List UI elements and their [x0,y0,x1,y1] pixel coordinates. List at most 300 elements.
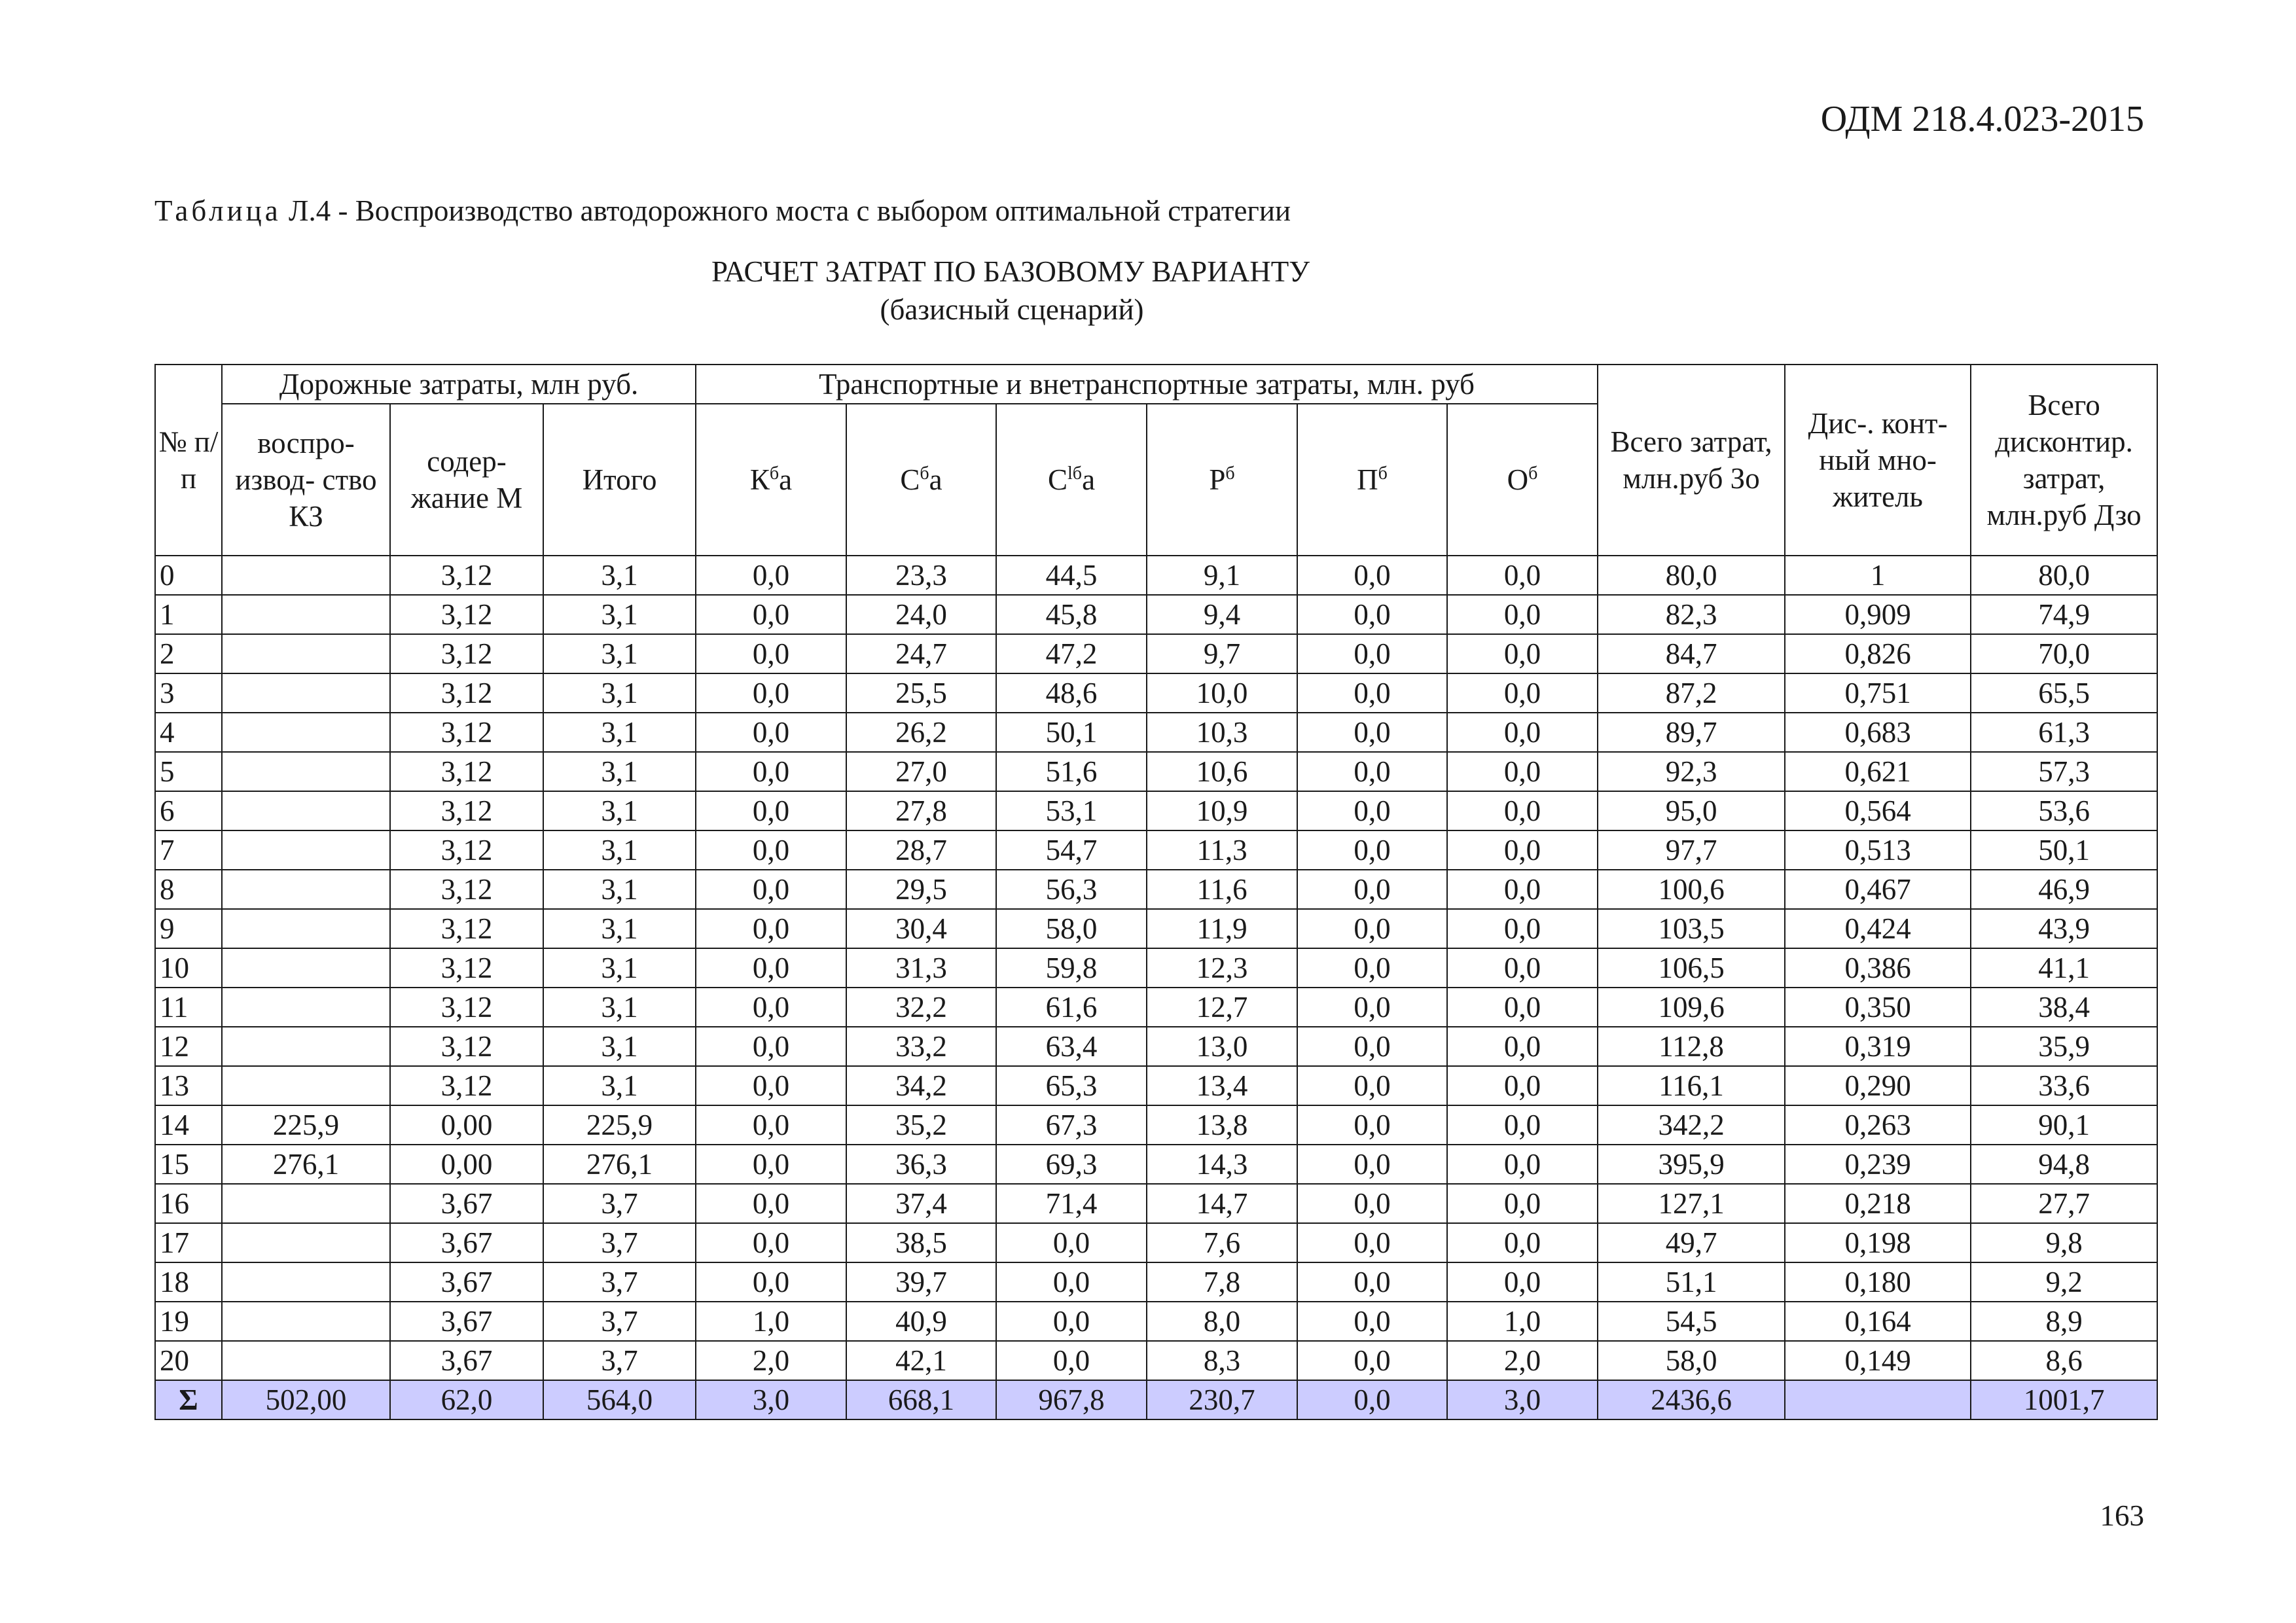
cell-o: 0,0 [1447,673,1598,713]
cell-o: 0,0 [1447,1066,1598,1105]
cell-m: 3,67 [390,1184,543,1223]
cell-m: 3,12 [390,1027,543,1066]
cell-p: 0,0 [1297,830,1447,870]
cell-cl: 67,3 [996,1105,1147,1145]
cell-kz [222,556,390,595]
cell-k: 1,0 [696,1302,846,1341]
cell-no: 15 [155,1145,222,1184]
cell-o: 0,0 [1447,870,1598,909]
cell-disc: 0,621 [1785,752,1971,791]
cell-k: 0,0 [696,673,846,713]
sum-kz: 502,00 [222,1380,390,1419]
header-discounted-total: Всего дисконтир. затрат, млн.руб Дзо [1971,365,2157,556]
cell-cl: 45,8 [996,595,1147,634]
sum-dtotal: 1001,7 [1971,1380,2157,1419]
cell-itogo: 3,7 [543,1302,696,1341]
cell-disc: 0,513 [1785,830,1971,870]
cell-r: 13,8 [1147,1105,1297,1145]
cell-k: 0,0 [696,1145,846,1184]
table-row [155,673,2157,713]
table-row [155,870,2157,909]
cell-kz [222,1302,390,1341]
cell-k: 0,0 [696,713,846,752]
cell-cl: 0,0 [996,1341,1147,1380]
cell-k: 0,0 [696,830,846,870]
cell-kz [222,909,390,948]
cell-kz [222,1066,390,1105]
cell-k: 2,0 [696,1341,846,1380]
cell-c: 32,2 [846,988,996,1027]
cell-m: 3,12 [390,752,543,791]
table-row [155,830,2157,870]
cell-p: 0,0 [1297,634,1447,673]
cell-kz [222,634,390,673]
cell-o: 0,0 [1447,595,1598,634]
header-discount: Дис-. конт- ный мно- житель [1785,365,1971,556]
cell-cl: 56,3 [996,870,1147,909]
cell-disc: 0,149 [1785,1341,1971,1380]
cell-c: 27,8 [846,791,996,830]
cell-m: 3,12 [390,595,543,634]
cell-disc: 0,319 [1785,1027,1971,1066]
cell-c: 31,3 [846,948,996,988]
cell-disc: 0,826 [1785,634,1971,673]
cell-c: 35,2 [846,1105,996,1145]
cell-cl: 58,0 [996,909,1147,948]
cell-m: 0,00 [390,1145,543,1184]
cell-c: 33,2 [846,1027,996,1066]
cell-r: 14,7 [1147,1184,1297,1223]
cell-c: 37,4 [846,1184,996,1223]
cell-o: 0,0 [1447,1145,1598,1184]
cell-cl: 51,6 [996,752,1147,791]
cell-kz [222,1027,390,1066]
cell-no: 3 [155,673,222,713]
cell-o: 2,0 [1447,1341,1598,1380]
cell-c: 34,2 [846,1066,996,1105]
cell-disc: 0,683 [1785,713,1971,752]
cell-k: 0,0 [696,791,846,830]
cell-r: 14,3 [1147,1145,1297,1184]
cell-r: 13,4 [1147,1066,1297,1105]
cell-c: 24,0 [846,595,996,634]
cell-total: 342,2 [1598,1105,1785,1145]
cell-m: 3,12 [390,1066,543,1105]
cell-itogo: 3,1 [543,870,696,909]
cell-c: 27,0 [846,752,996,791]
header-c: $С^ба$ [846,404,996,556]
table-title: РАСЧЕТ ЗАТРАТ ПО БАЗОВОМУ ВАРИАНТУ [711,255,1310,288]
sum-r: 230,7 [1147,1380,1297,1419]
sum-cl: 967,8 [996,1380,1147,1419]
cell-k: 0,0 [696,948,846,988]
cell-dtotal: 74,9 [1971,595,2157,634]
cell-r: 10,9 [1147,791,1297,830]
cell-o: 0,0 [1447,1223,1598,1262]
cell-kz [222,830,390,870]
cell-dtotal: 57,3 [1971,752,2157,791]
cell-dtotal: 61,3 [1971,713,2157,752]
cell-disc: 0,909 [1785,595,1971,634]
cell-r: 13,0 [1147,1027,1297,1066]
cell-m: 3,12 [390,948,543,988]
cell-m: 3,12 [390,870,543,909]
header-road-costs: Дорожные затраты, млн руб. [222,365,696,404]
cell-dtotal: 8,6 [1971,1341,2157,1380]
cell-c: 42,1 [846,1341,996,1380]
cell-no: 0 [155,556,222,595]
table-caption [154,194,1291,228]
cell-itogo: 225,9 [543,1105,696,1145]
sum-c: 668,1 [846,1380,996,1419]
cell-c: 26,2 [846,713,996,752]
cell-k: 0,0 [696,634,846,673]
cell-r: 8,0 [1147,1302,1297,1341]
cell-itogo: 3,1 [543,713,696,752]
header-o: $О^б$ [1447,404,1598,556]
cell-c: 29,5 [846,870,996,909]
cell-k: 0,0 [696,1184,846,1223]
page-number: 163 [2100,1499,2144,1532]
cell-c: 25,5 [846,673,996,713]
cell-c: 24,7 [846,634,996,673]
cell-p: 0,0 [1297,1184,1447,1223]
sum-p: 0,0 [1297,1380,1447,1419]
cell-cl: 48,6 [996,673,1147,713]
cell-disc: 0,164 [1785,1302,1971,1341]
table-row [155,988,2157,1027]
cell-no: 2 [155,634,222,673]
table-row [155,752,2157,791]
cell-kz [222,1184,390,1223]
header-itogo: Итого [543,404,696,556]
cell-o: 0,0 [1447,791,1598,830]
cell-k: 0,0 [696,1066,846,1105]
cell-no: 20 [155,1341,222,1380]
cell-p: 0,0 [1297,948,1447,988]
cell-k: 0,0 [696,595,846,634]
table-row [155,791,2157,830]
cell-itogo: 3,1 [543,556,696,595]
cell-itogo: 3,1 [543,1027,696,1066]
table-row [155,595,2157,634]
cell-cl: 50,1 [996,713,1147,752]
cell-itogo: 3,7 [543,1262,696,1302]
cell-itogo: 3,1 [543,1066,696,1105]
cell-cl: 47,2 [996,634,1147,673]
cell-no: 16 [155,1184,222,1223]
cell-k: 0,0 [696,1223,846,1262]
cell-o: 0,0 [1447,988,1598,1027]
cell-total: 51,1 [1598,1262,1785,1302]
cell-itogo: 3,7 [543,1223,696,1262]
cell-total: 109,6 [1598,988,1785,1027]
table-row [155,1302,2157,1341]
cell-r: 9,1 [1147,556,1297,595]
cell-o: 0,0 [1447,909,1598,948]
header-total: Всего затрат, млн.руб Зо [1598,365,1785,556]
cell-p: 0,0 [1297,1223,1447,1262]
cell-o: 1,0 [1447,1302,1598,1341]
cell-c: 39,7 [846,1262,996,1302]
cell-kz [222,1341,390,1380]
cell-no: 5 [155,752,222,791]
cell-no: 13 [155,1066,222,1105]
cell-total: 89,7 [1598,713,1785,752]
table-caption-word: Таблица [154,194,281,227]
header-transport-costs: Транспортные и внетранспортные затраты, млн. руб [696,365,1598,404]
cell-dtotal: 94,8 [1971,1145,2157,1184]
header-kz: воспро- извод- ство КЗ [222,404,390,556]
cell-no: 18 [155,1262,222,1302]
header-k: $К^ба$ [696,404,846,556]
table-row [155,713,2157,752]
cell-m: 3,12 [390,830,543,870]
cell-dtotal: 27,7 [1971,1184,2157,1223]
cell-c: 30,4 [846,909,996,948]
table-row [155,1184,2157,1223]
cell-r: 11,6 [1147,870,1297,909]
cell-no: 19 [155,1302,222,1341]
cell-disc: 0,424 [1785,909,1971,948]
cell-r: 7,8 [1147,1262,1297,1302]
table-row [155,1341,2157,1380]
cell-o: 0,0 [1447,1184,1598,1223]
cell-m: 3,67 [390,1341,543,1380]
cell-total: 58,0 [1598,1341,1785,1380]
cell-kz [222,870,390,909]
cell-k: 0,0 [696,1105,846,1145]
cell-cl: 65,3 [996,1066,1147,1105]
cell-total: 103,5 [1598,909,1785,948]
cell-p: 0,0 [1297,1341,1447,1380]
cell-o: 0,0 [1447,713,1598,752]
cell-r: 10,6 [1147,752,1297,791]
cell-total: 92,3 [1598,752,1785,791]
table-subtitle: (базисный сценарий) [880,293,1144,326]
cell-total: 80,0 [1598,556,1785,595]
cell-p: 0,0 [1297,1262,1447,1302]
cell-o: 0,0 [1447,948,1598,988]
cell-disc: 0,350 [1785,988,1971,1027]
cell-disc: 0,564 [1785,791,1971,830]
header-m: содер- жание М [390,404,543,556]
cell-p: 0,0 [1297,1066,1447,1105]
cell-dtotal: 80,0 [1971,556,2157,595]
cell-p: 0,0 [1297,595,1447,634]
cell-dtotal: 8,9 [1971,1302,2157,1341]
cell-p: 0,0 [1297,1027,1447,1066]
cell-p: 0,0 [1297,556,1447,595]
cell-kz [222,1223,390,1262]
cell-m: 3,12 [390,791,543,830]
cell-m: 3,12 [390,673,543,713]
cell-total: 127,1 [1598,1184,1785,1223]
cell-dtotal: 53,6 [1971,791,2157,830]
cell-disc: 0,467 [1785,870,1971,909]
cell-no: 8 [155,870,222,909]
cell-no: 4 [155,713,222,752]
cell-kz [222,752,390,791]
cell-k: 0,0 [696,870,846,909]
cell-kz: 225,9 [222,1105,390,1145]
cell-cl: 63,4 [996,1027,1147,1066]
cell-dtotal: 9,2 [1971,1262,2157,1302]
sum-row [155,1380,2157,1419]
cell-total: 87,2 [1598,673,1785,713]
cell-total: 54,5 [1598,1302,1785,1341]
cell-kz [222,673,390,713]
cell-itogo: 3,1 [543,830,696,870]
cell-dtotal: 46,9 [1971,870,2157,909]
cell-k: 0,0 [696,1262,846,1302]
table-row [155,556,2157,595]
header-r: $Р^б$ [1147,404,1297,556]
cell-itogo: 3,7 [543,1341,696,1380]
cell-r: 11,3 [1147,830,1297,870]
cell-c: 28,7 [846,830,996,870]
table-row [155,1027,2157,1066]
cell-kz: 276,1 [222,1145,390,1184]
table-row [155,909,2157,948]
cell-no: 7 [155,830,222,870]
cell-total: 116,1 [1598,1066,1785,1105]
cell-c: 36,3 [846,1145,996,1184]
table-row [155,1145,2157,1184]
cell-itogo: 3,1 [543,752,696,791]
cell-disc: 0,180 [1785,1262,1971,1302]
cell-o: 0,0 [1447,556,1598,595]
cell-itogo: 3,1 [543,948,696,988]
cell-r: 10,0 [1147,673,1297,713]
cell-o: 0,0 [1447,1105,1598,1145]
cell-c: 40,9 [846,1302,996,1341]
cell-o: 0,0 [1447,1027,1598,1066]
table-row [155,1262,2157,1302]
cell-total: 95,0 [1598,791,1785,830]
cell-disc: 0,239 [1785,1145,1971,1184]
cell-disc: 0,386 [1785,948,1971,988]
cell-no: 12 [155,1027,222,1066]
table-body [155,556,2157,1419]
cell-p: 0,0 [1297,1145,1447,1184]
cell-kz [222,791,390,830]
cell-total: 100,6 [1598,870,1785,909]
cell-r: 12,3 [1147,948,1297,988]
cell-r: 12,7 [1147,988,1297,1027]
cell-p: 0,0 [1297,752,1447,791]
document-code: ОДМ 218.4.023-2015 [1820,99,2144,139]
cell-dtotal: 33,6 [1971,1066,2157,1105]
cell-o: 0,0 [1447,752,1598,791]
cell-disc: 1 [1785,556,1971,595]
sum-disc [1785,1380,1971,1419]
cell-kz [222,1262,390,1302]
cell-cl: 69,3 [996,1145,1147,1184]
cell-disc: 0,263 [1785,1105,1971,1145]
cell-m: 3,12 [390,988,543,1027]
cell-r: 8,3 [1147,1341,1297,1380]
cell-dtotal: 90,1 [1971,1105,2157,1145]
cell-no: 11 [155,988,222,1027]
sum-k: 3,0 [696,1380,846,1419]
cell-r: 9,7 [1147,634,1297,673]
cell-itogo: 3,1 [543,595,696,634]
cell-m: 3,12 [390,634,543,673]
cell-no: 17 [155,1223,222,1262]
cell-cl: 0,0 [996,1262,1147,1302]
cell-no: 1 [155,595,222,634]
cell-dtotal: 65,5 [1971,673,2157,713]
cell-p: 0,0 [1297,988,1447,1027]
cell-total: 112,8 [1598,1027,1785,1066]
cell-itogo: 3,1 [543,988,696,1027]
cell-dtotal: 50,1 [1971,830,2157,870]
cell-k: 0,0 [696,556,846,595]
sum-sign: Σ [155,1380,222,1419]
cell-total: 97,7 [1598,830,1785,870]
table-row [155,1105,2157,1145]
cell-disc: 0,290 [1785,1066,1971,1105]
header-p: $П^б$ [1297,404,1447,556]
cell-itogo: 3,1 [543,634,696,673]
cell-disc: 0,198 [1785,1223,1971,1262]
cell-dtotal: 41,1 [1971,948,2157,988]
cell-m: 3,67 [390,1262,543,1302]
cell-itogo: 3,1 [543,673,696,713]
cell-itogo: 3,1 [543,791,696,830]
cell-kz [222,713,390,752]
cell-total: 106,5 [1598,948,1785,988]
cell-cl: 71,4 [996,1184,1147,1223]
table-row [155,1223,2157,1262]
cell-m: 3,12 [390,713,543,752]
header-cl: $С^{lб}а$ [996,404,1147,556]
cell-p: 0,0 [1297,713,1447,752]
cell-no: 6 [155,791,222,830]
cell-k: 0,0 [696,988,846,1027]
cell-cl: 59,8 [996,948,1147,988]
cell-kz [222,948,390,988]
cell-cl: 0,0 [996,1223,1147,1262]
cell-r: 7,6 [1147,1223,1297,1262]
cell-cl: 61,6 [996,988,1147,1027]
cell-cl: 54,7 [996,830,1147,870]
cell-kz [222,988,390,1027]
cell-kz [222,595,390,634]
cell-m: 0,00 [390,1105,543,1145]
cell-no: 10 [155,948,222,988]
cell-p: 0,0 [1297,909,1447,948]
cell-total: 82,3 [1598,595,1785,634]
sum-total: 2436,6 [1598,1380,1785,1419]
cell-p: 0,0 [1297,1302,1447,1341]
cell-k: 0,0 [696,752,846,791]
table-heading [0,253,2296,329]
cell-cl: 53,1 [996,791,1147,830]
cell-cl: 44,5 [996,556,1147,595]
cell-itogo: 276,1 [543,1145,696,1184]
cell-total: 395,9 [1598,1145,1785,1184]
cell-r: 10,3 [1147,713,1297,752]
sum-m: 62,0 [390,1380,543,1419]
cell-r: 11,9 [1147,909,1297,948]
cell-p: 0,0 [1297,870,1447,909]
cell-p: 0,0 [1297,673,1447,713]
table-row [155,1066,2157,1105]
cell-m: 3,67 [390,1223,543,1262]
cell-p: 0,0 [1297,791,1447,830]
